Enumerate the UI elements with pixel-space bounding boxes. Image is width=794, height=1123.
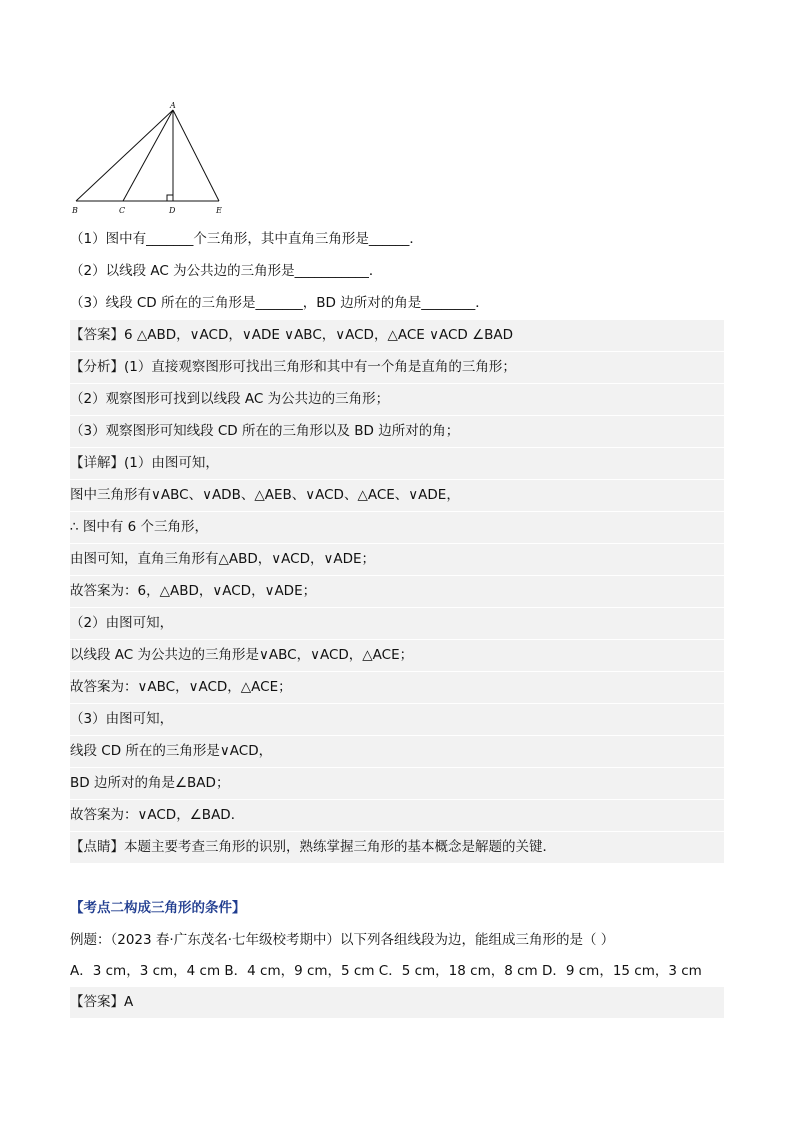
detail-line: 由图可知，直角三角形有△ABD，∨ACD，∨ADE；	[70, 544, 724, 575]
detail-line: 【详解】(1）由图可知，	[70, 448, 724, 479]
example-options: A．3 cm，3 cm，4 cm B．4 cm，9 cm，5 cm C．5 cm，18 cm，8 cm D．9 cm，15 cm，3 cm	[70, 963, 702, 979]
detail-line: BD 边所对的角是∠BAD；	[70, 768, 724, 799]
detail-line: 故答案为：6，△ABD，∨ACD，∨ADE；	[70, 576, 724, 607]
right-angle-mark	[167, 195, 173, 201]
point-label-E: E	[216, 206, 222, 215]
point-label-A: A	[170, 101, 176, 110]
segment-AC	[123, 110, 173, 201]
detail-line: 以线段 AC 为公共边的三角形是∨ABC，∨ACD，△ACE；	[70, 640, 724, 671]
question-2: （2）以线段 AC 为公共边的三角形是___________．	[70, 263, 383, 279]
detail-line: （2）由图可知，	[70, 608, 724, 639]
detail-line: 图中三角形有∨ABC、∨ADB、△AEB、∨ACD、△ACE、∨ADE，	[70, 480, 724, 511]
analysis-line: （2）观察图形可找到以线段 AC 为公共边的三角形；	[70, 384, 724, 415]
section-heading: 【考点二构成三角形的条件】	[70, 900, 246, 916]
key-point-line: 【点睛】本题主要考查三角形的识别，熟练掌握三角形的基本概念是解题的关键．	[70, 832, 724, 863]
analysis-line: 【分析】(1）直接观察图形可找出三角形和其中有一个角是直角的三角形；	[70, 352, 724, 383]
point-label-B: B	[72, 206, 78, 215]
question-3: （3）线段 CD 所在的三角形是_______，BD 边所对的角是________．	[70, 295, 489, 311]
detail-line: （3）由图可知，	[70, 704, 724, 735]
point-label-C: C	[119, 206, 126, 215]
triangle-figure	[68, 100, 238, 220]
detail-line: 故答案为：∨ACD，∠BAD．	[70, 800, 724, 831]
analysis-line: （3）观察图形可知线段 CD 所在的三角形以及 BD 边所对的角；	[70, 416, 724, 447]
question-1: （1）图中有_______个三角形，其中直角三角形是______．	[70, 231, 423, 247]
answer-line: 【答案】6 △ABD，∨ACD，∨ADE ∨ABC，∨ACD，△ACE ∨ACD ∠BAD	[70, 320, 724, 351]
example-question: 例题：（2023 春·广东茂名·七年级校考期中）以下列各组线段为边，能组成三角形的是（ ）	[70, 932, 615, 948]
segment-AB	[76, 110, 173, 201]
detail-line: 线段 CD 所在的三角形是∨ACD，	[70, 736, 724, 767]
detail-line: ∴ 图中有 6 个三角形，	[70, 512, 724, 543]
detail-line: 故答案为：∨ABC，∨ACD，△ACE；	[70, 672, 724, 703]
example-answer: 【答案】A	[70, 987, 724, 1018]
point-label-D: D	[169, 206, 176, 215]
segment-AE	[173, 110, 219, 201]
